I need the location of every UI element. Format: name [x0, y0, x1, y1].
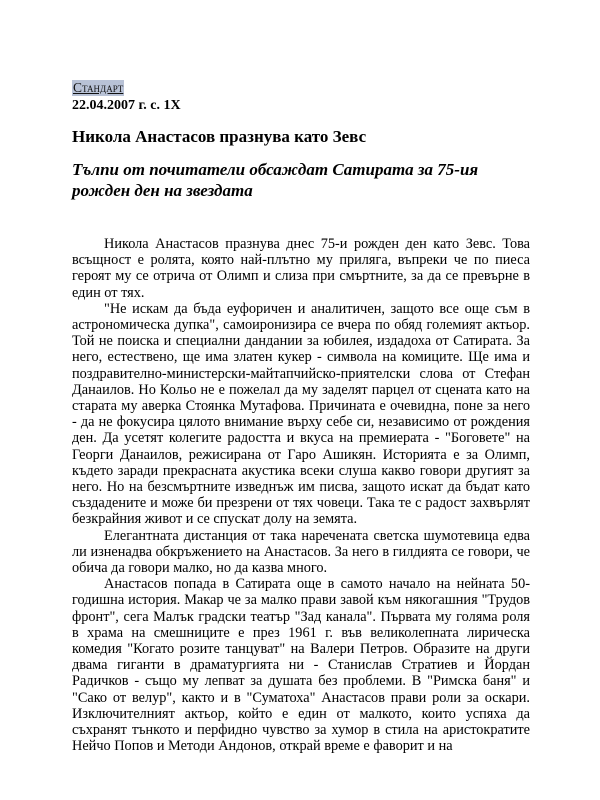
article-paragraph-1: Никола Анастасов празнува днес 75-и рожден ден като Зевс. Това всъщност е ролята, която най-плътно му приляга, въпреки че по пиеса героят му се отрича от Олимп и слиза при смъртните, за да се превърне в един от тях.	[72, 236, 530, 301]
article-subheadline: Тълпи от почитатели обсаждат Сатирата за 75-ия рожден ден на звездата	[72, 160, 479, 200]
article-headline: Никола Анастасов празнува като Зевс	[72, 127, 367, 146]
publication-name[interactable]: Стандарт	[73, 80, 124, 95]
article-body	[72, 236, 530, 755]
article-paragraph-4: Анастасов попада в Сатирата още в самото начало на нейната 50-годишна история. Макар че за малко прави завой към някогашния "Трудов фронт", сега Малък градски театър "Зад канала". Първата му голяма роля в храма на смешниците е през 1961 г. във великолепната лирическа комедия "Когато розите танцуват" на Валери Петров. Образите на други двама гиганти в драматургията ни - Станислав Стратиев и Йордан Радичков - също му лепват за душата без проблеми. В "Римска баня" и "Сако от велур", както и в "Суматоха" Анастасов прави роли за оскари. Изключителният актьор, който е един от малкото, които успяха да съхранят тънкото и перфидно чувство за хумор в стила на аристократите Нейчо Попов и Методи Андонов, открай време е фаворит и на	[72, 576, 530, 755]
publication-dateline: 22.04.2007 г. с. 1X	[72, 98, 181, 113]
article-paragraph-3: Елегантната дистанция от така наречената светска шумотевица едва ли изненадва обкръжението на Анастасов. За него в гилдията се говори, че обича да говори малко, но да казва много.	[72, 527, 530, 577]
article-paragraph-2: "Не искам да бъда еуфоричен и аналитичен, защото все още съм в астрономическа дупка", самоиронизира се вчера по обяд големият актьор. Той не поиска и специални дандании за юбилея, издадоха от Сатирата. За него, естествено, ще има златен кукер - символа на комиците. Ще има и поздравително-министерски-майтапчийско-приятелски слова от Стефан Данаилов. Но Кольо не е пожелал да му заделят парцел от сцената като на старата му аверка Стоянка Мутафова. Причината е очевидна, поне за него - да не фокусира цялото внимание върху себе си, независимо от рождения ден. Да усетят колегите радостта и вкуса на премиерата - "Боговете" на Георги Данаилов, режисирана от Гаро Ашикян. Историята е за Олимп, където заради прекрасната акустика всеки слуша какво говори другият за него. Но на безсмъртните изведнъж им писва, защото искат да бъдат като създадените и може би презрени от тях човеци. Така те с радост захвърлят безкрайния живот и се спускат долу на земята.	[72, 300, 530, 528]
